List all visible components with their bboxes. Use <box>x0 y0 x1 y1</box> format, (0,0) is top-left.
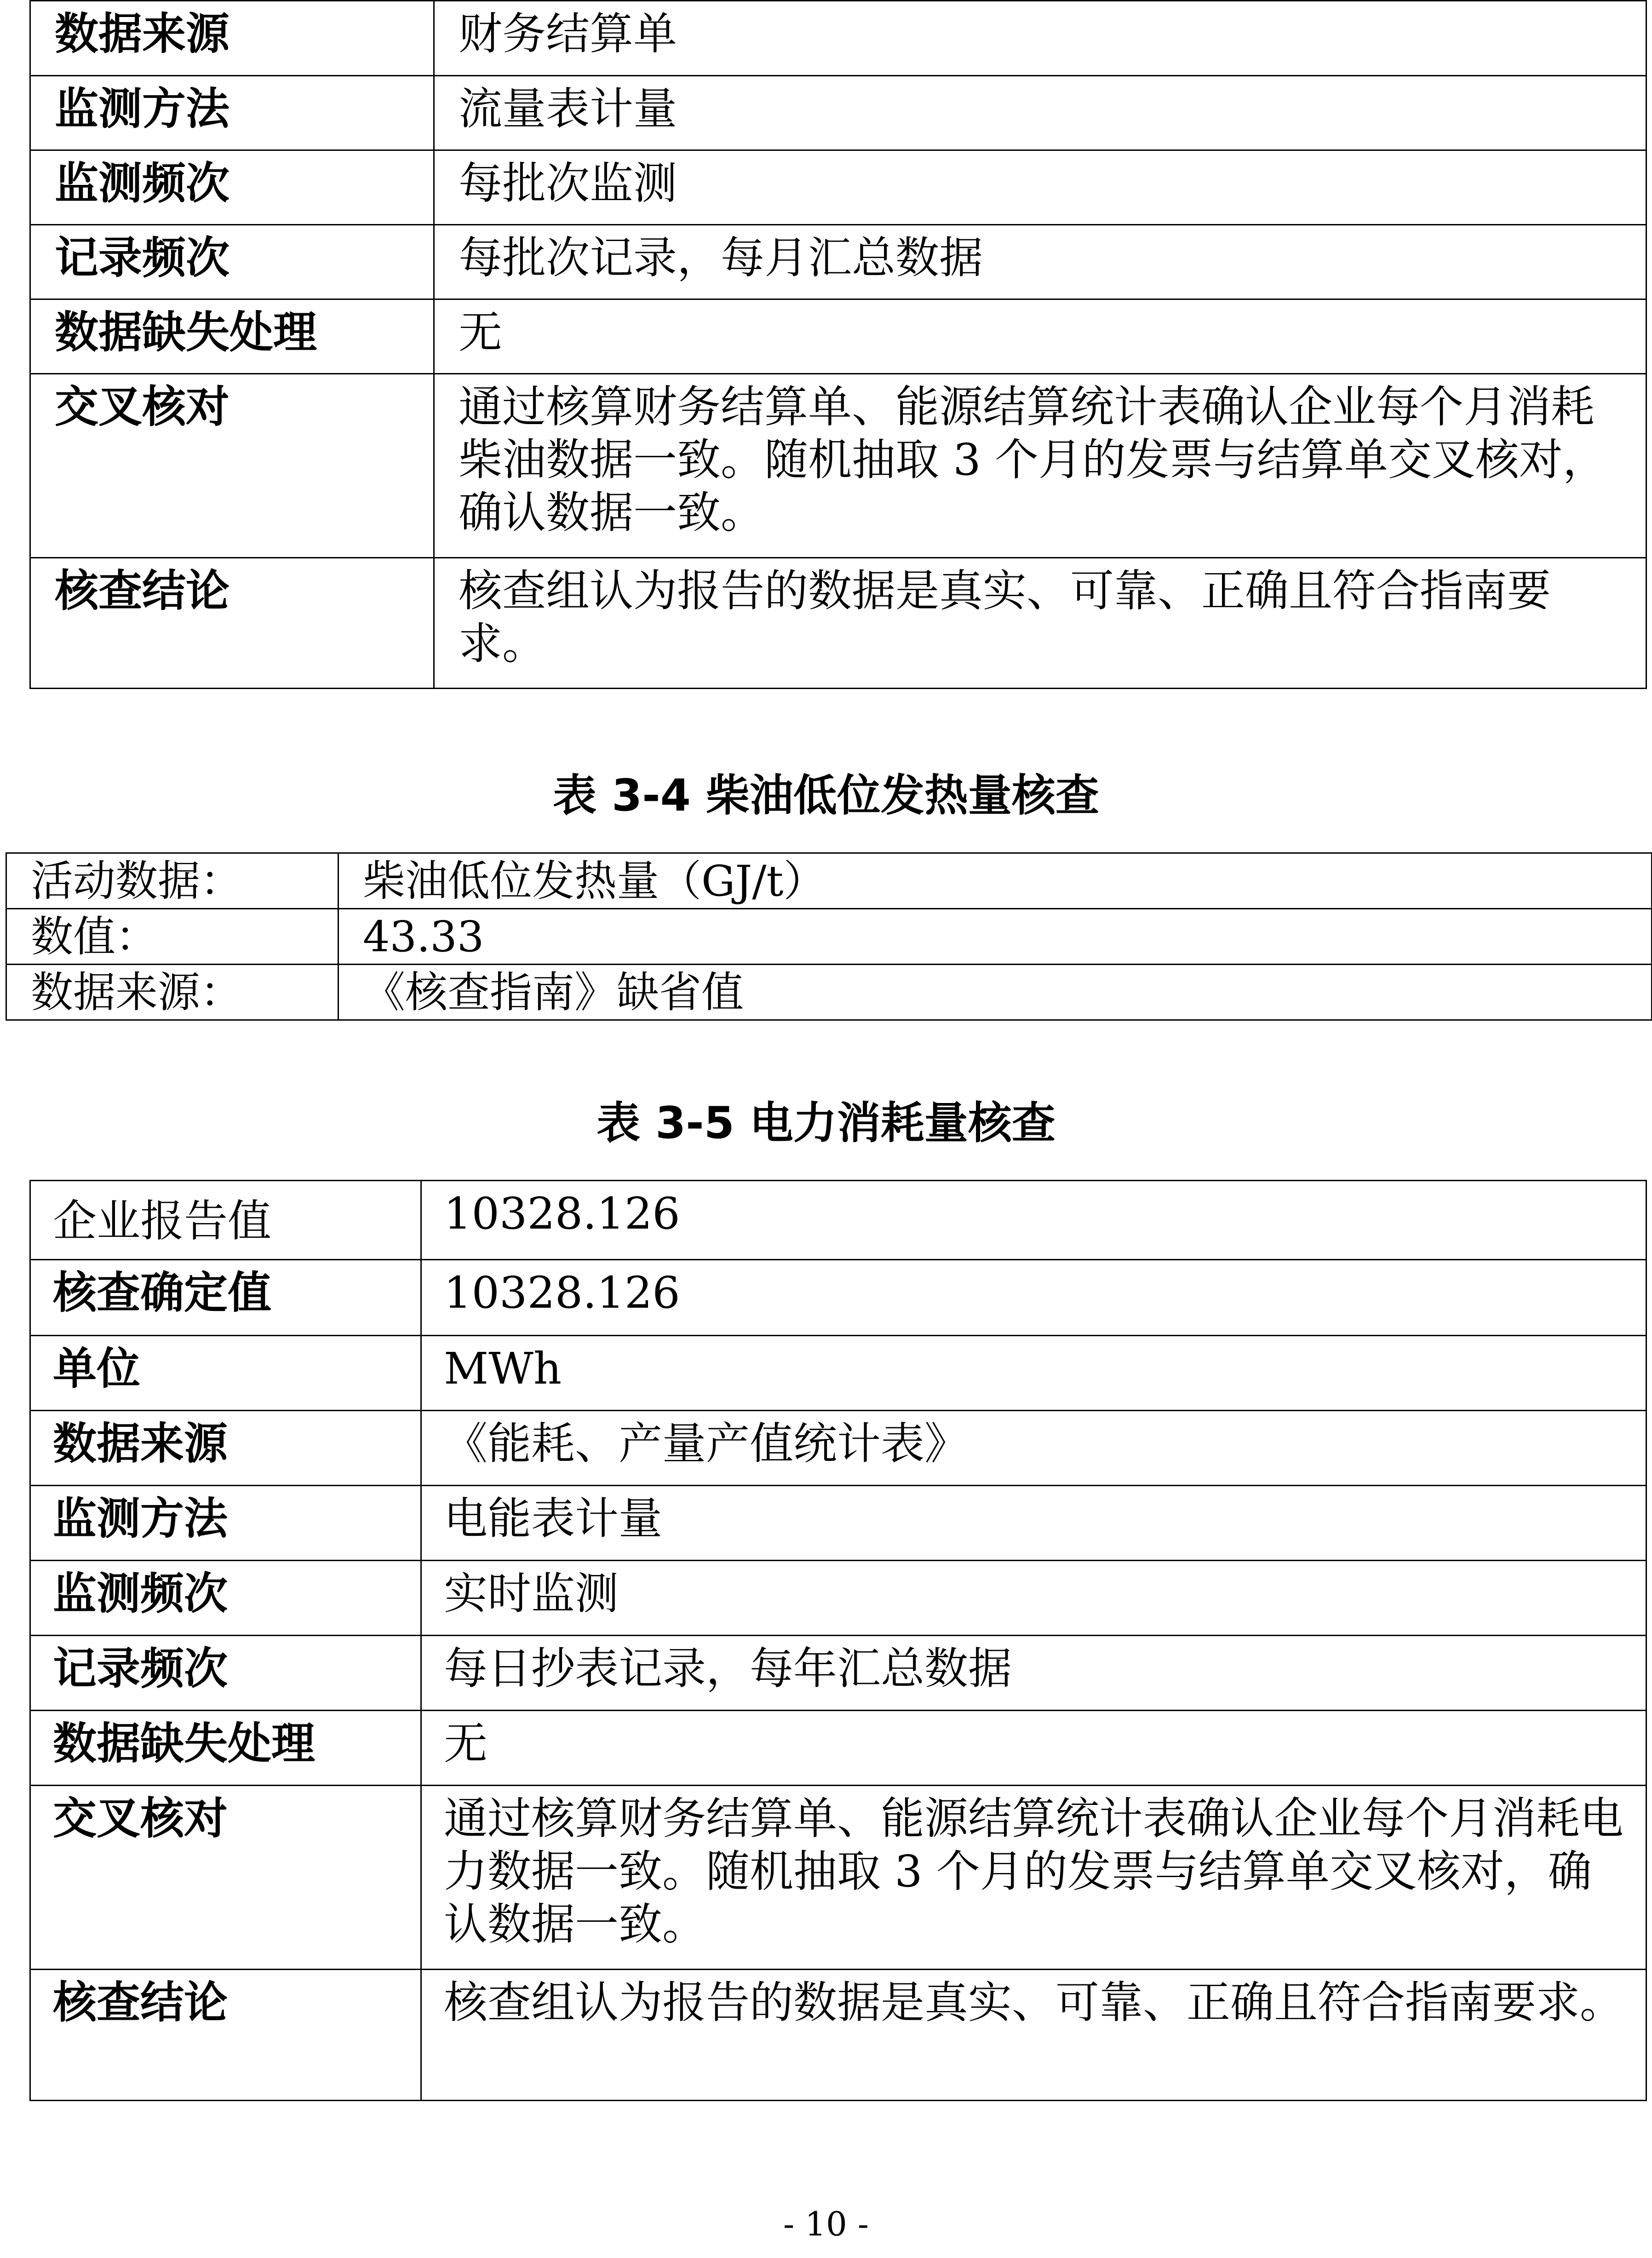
row-value: 财务结算单 <box>434 1 1646 76</box>
row-label: 交叉核对 <box>30 1786 421 1970</box>
table-row <box>30 1636 1646 1711</box>
table-row <box>30 1 1646 76</box>
row-value: 每批次监测 <box>434 150 1646 225</box>
row-value: 流量表计量 <box>434 76 1646 150</box>
electricity-consumption-table <box>29 1180 1647 2101</box>
row-label: 活动数据： <box>6 853 338 909</box>
row-value: 无 <box>421 1711 1646 1786</box>
table-row <box>30 299 1646 374</box>
table-row <box>30 1561 1646 1636</box>
table-caption: 表 3-5 电力消耗量核查 <box>597 1098 1055 1149</box>
table-row <box>6 853 1652 909</box>
row-value: 《能耗、产量产值统计表》 <box>421 1411 1646 1486</box>
table-row <box>6 965 1652 1020</box>
row-value: 电能表计量 <box>421 1486 1646 1561</box>
row-label: 监测方法 <box>30 1486 421 1561</box>
table-caption: 表 3-4 柴油低位发热量核查 <box>553 770 1099 821</box>
table-row <box>30 1336 1646 1411</box>
table-row <box>30 1786 1646 1970</box>
row-value: 10328.126 <box>421 1260 1646 1336</box>
row-value: MWh <box>421 1336 1646 1411</box>
row-value: 43.33 <box>338 909 1652 965</box>
row-label: 企业报告值 <box>30 1181 421 1260</box>
row-value: 无 <box>434 299 1646 374</box>
row-label: 核查结论 <box>30 558 434 689</box>
row-label: 数据来源 <box>30 1 434 76</box>
table-row <box>30 1486 1646 1561</box>
diesel-consumption-table-continued <box>29 0 1647 689</box>
row-label: 数据来源： <box>6 965 338 1020</box>
row-value: 柴油低位发热量（GJ/t） <box>338 853 1652 909</box>
row-value: 实时监测 <box>421 1561 1646 1636</box>
row-label: 交叉核对 <box>30 374 434 558</box>
diesel-heating-value-table <box>6 852 1652 1021</box>
row-value: 核查组认为报告的数据是真实、可靠、正确且符合指南要求。 <box>434 558 1646 689</box>
table-row <box>30 1970 1646 2101</box>
row-label: 记录频次 <box>30 225 434 299</box>
row-value: 《核查指南》缺省值 <box>338 965 1652 1020</box>
row-value: 核查组认为报告的数据是真实、可靠、正确且符合指南要求。 <box>421 1970 1646 2101</box>
row-label: 核查结论 <box>30 1970 421 2101</box>
row-value: 通过核算财务结算单、能源结算统计表确认企业每个月消耗柴油数据一致。随机抽取 3 个月的发票与结算单交叉核对，确认数据一致。 <box>434 374 1646 558</box>
row-label: 监测方法 <box>30 76 434 150</box>
table-row <box>30 1260 1646 1336</box>
table-row <box>30 1181 1646 1260</box>
table-row <box>30 374 1646 558</box>
row-value: 每批次记录，每月汇总数据 <box>434 225 1646 299</box>
row-label: 记录频次 <box>30 1636 421 1711</box>
row-label: 监测频次 <box>30 1561 421 1636</box>
table-row <box>30 1411 1646 1486</box>
row-label: 数据缺失处理 <box>30 1711 421 1786</box>
table-row <box>30 150 1646 225</box>
table-row <box>30 76 1646 150</box>
table-row <box>30 1711 1646 1786</box>
row-label: 单位 <box>30 1336 421 1411</box>
row-label: 核查确定值 <box>30 1260 421 1336</box>
row-value: 通过核算财务结算单、能源结算统计表确认企业每个月消耗电力数据一致。随机抽取 3 个月的发票与结算单交叉核对，确认数据一致。 <box>421 1786 1646 1970</box>
table-row <box>6 909 1652 965</box>
page-number: - 10 - <box>783 2205 869 2243</box>
row-label: 数据来源 <box>30 1411 421 1486</box>
row-value: 每日抄表记录，每年汇总数据 <box>421 1636 1646 1711</box>
row-label: 数据缺失处理 <box>30 299 434 374</box>
row-label: 监测频次 <box>30 150 434 225</box>
table-row <box>30 225 1646 299</box>
row-label: 数值： <box>6 909 338 965</box>
row-value: 10328.126 <box>421 1181 1646 1260</box>
table-row <box>30 558 1646 689</box>
